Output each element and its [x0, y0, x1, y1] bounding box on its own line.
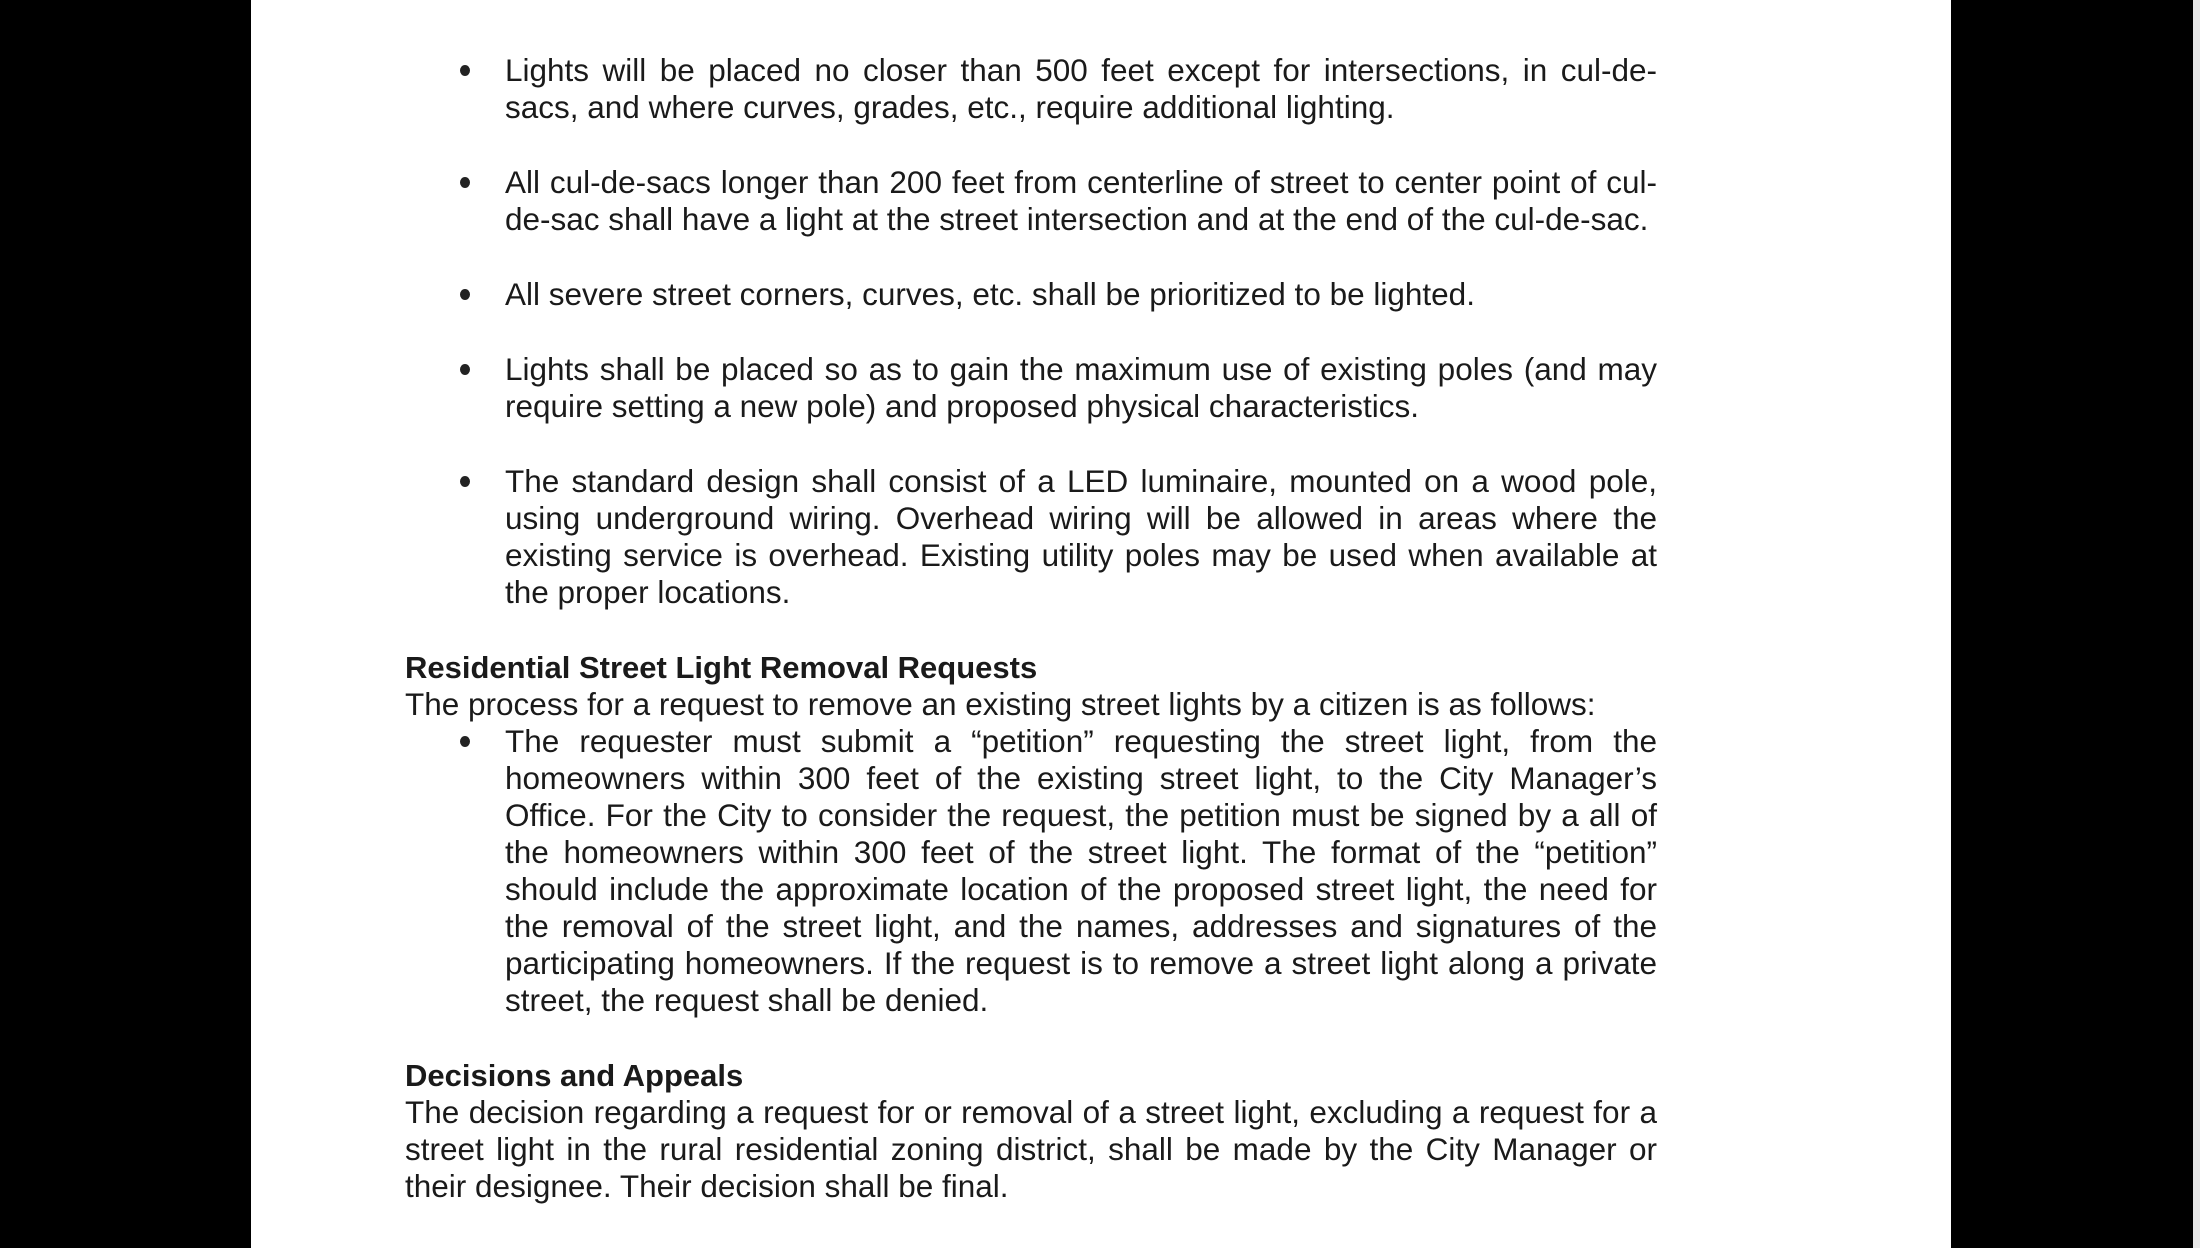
removal-bullet-list	[405, 723, 1657, 1019]
bullet-icon	[460, 736, 470, 747]
section-spacer	[405, 1019, 1657, 1057]
document-content	[405, 52, 1657, 1205]
placement-bullet-list	[405, 52, 1657, 611]
page-edge-divider	[2193, 0, 2200, 1248]
list-item-text: The standard design shall consist of a LED luminaire, mounted on a wood pole, using underground wiring. Overhead wiring will be allowed in areas where the existing service is overhead. Existing utility poles may be used when available at the proper locations.	[505, 463, 1657, 610]
list-item	[405, 351, 1657, 425]
removal-heading: Residential Street Light Removal Requests	[405, 650, 1038, 685]
bullet-icon	[460, 177, 470, 188]
decisions-heading: Decisions and Appeals	[405, 1058, 744, 1093]
list-item	[405, 723, 1657, 1019]
bullet-icon	[460, 289, 470, 300]
list-item-text: Lights shall be placed so as to gain the maximum use of existing poles (and may require setting a new pole) and proposed physical characteristics.	[505, 351, 1657, 424]
list-item	[405, 276, 1657, 313]
removal-intro: The process for a request to remove an existing street lights by a citizen is as follows:	[405, 686, 1596, 722]
list-item-text: The requester must submit a “petition” requesting the street light, from the homeowners within 300 feet of the existing street light, to the City Manager’s Office. For the City to consider the request, the petition must be signed by a all of the homeowners within 300 feet of the street light. The format of the “petition” should include the approximate location of the proposed street light, the need for the removal of the street light, and the names, addresses and signatures of the participating homeowners. If the request is to remove a street light along a private street, the request shall be denied.	[505, 723, 1657, 1018]
list-item	[405, 463, 1657, 611]
list-item	[405, 164, 1657, 238]
list-item	[405, 52, 1657, 126]
list-item-text: Lights will be placed no closer than 500 feet except for intersections, in cul-de-sacs, and where curves, grades, etc., require additional lighting.	[505, 52, 1657, 125]
bullet-icon	[460, 476, 470, 487]
list-item-text: All cul-de-sacs longer than 200 feet from centerline of street to center point of cul-de-sac shall have a light at the street intersection and at the end of the cul-de-sac.	[505, 164, 1657, 237]
decisions-body: The decision regarding a request for or removal of a street light, excluding a request for a street light in the rural residential zoning district, shall be made by the City Manager or their designee. Their decision shall be final.	[405, 1094, 1657, 1204]
bullet-icon	[460, 364, 470, 375]
document-page	[251, 0, 1951, 1248]
list-item-text: All severe street corners, curves, etc. shall be prioritized to be lighted.	[505, 276, 1475, 312]
bullet-icon	[460, 65, 470, 76]
